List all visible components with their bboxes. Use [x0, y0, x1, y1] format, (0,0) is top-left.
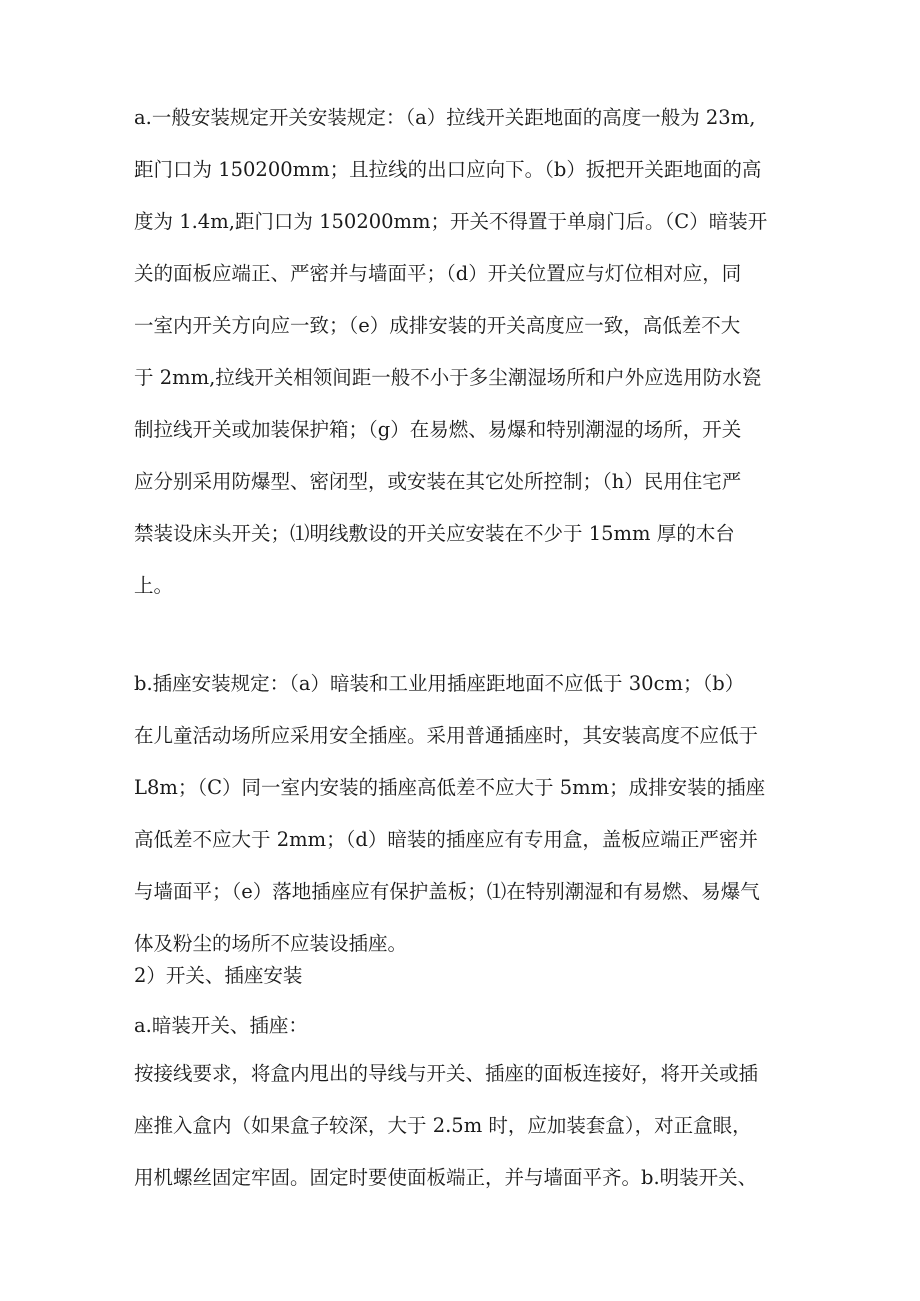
text-line: 2）开关、插座安装 — [134, 964, 303, 987]
text-line: a.一般安装规定开关安装规定：（a）拉线开关距地面的高度一般为 23m, — [134, 106, 756, 129]
text-line: 距门口为 150200mm；且拉线的出口应向下。（b）扳把开关距地面的高 — [134, 158, 762, 181]
paragraph-switch-rules — [134, 92, 790, 612]
section-heading — [134, 950, 790, 1002]
text-line: 与墙面平；（e）落地插座应有保护盖板；⑴在特别潮湿和有易燃、易爆气 — [134, 880, 760, 903]
text-line: 座推入盒内（如果盒子较深，大于 2.5m 时，应加装套盒），对正盒眼， — [134, 1114, 752, 1137]
text-line: 按接线要求，将盒内甩出的导线与开关、插座的面板连接好，将开关或插 — [134, 1062, 759, 1085]
text-line: b.插座安装规定：（a）暗装和工业用插座距地面不应低于 30cm；（b） — [134, 672, 745, 695]
text-line: 度为 1.4m,距门口为 150200mm；开关不得置于单扇门后。（C）暗装开 — [134, 210, 768, 233]
text-line: 用机螺丝固定牢固。固定时要使面板端正，并与墙面平齐。b.明装开关、 — [134, 1166, 758, 1189]
text-line: 在儿童活动场所应采用安全插座。采用普通插座时，其安装高度不应低于 — [134, 724, 759, 747]
text-line: 禁装设床头开关；⑴明线敷设的开关应安装在不少于 15mm 厚的木台 — [134, 522, 735, 545]
text-line: L8m；（C）同一室内安装的插座高低差不应大于 5mm；成排安装的插座 — [134, 776, 766, 799]
paragraph-socket-rules — [134, 658, 790, 970]
text-line: 关的面板应端正、严密并与墙面平；（d）开关位置应与灯位相对应，同 — [134, 262, 742, 285]
text-line: 应分别采用防爆型、密闭型，或安装在其它处所控制；（h）民用住宅严 — [134, 470, 742, 493]
text-line: 体及粉尘的场所不应装设插座。 — [134, 932, 408, 955]
text-line: 制拉线开关或加装保护箱；（g）在易燃、易爆和特别潮湿的场所，开关 — [134, 418, 742, 441]
text-line: 上。 — [134, 574, 174, 597]
subsection-heading — [134, 1000, 790, 1052]
text-line: 于 2mm,拉线开关相领间距一般不小于多尘潮湿场所和户外应选用防水瓷 — [134, 366, 762, 389]
paragraph-concealed-install — [134, 1048, 790, 1204]
text-line: a.暗装开关、插座： — [134, 1014, 308, 1037]
text-line: 一室内开关方向应一致；（e）成排安装的开关高度应一致，高低差不大 — [134, 314, 741, 337]
text-line: 高低差不应大于 2mm；（d）暗装的插座应有专用盒，盖板应端正严密并 — [134, 828, 758, 851]
